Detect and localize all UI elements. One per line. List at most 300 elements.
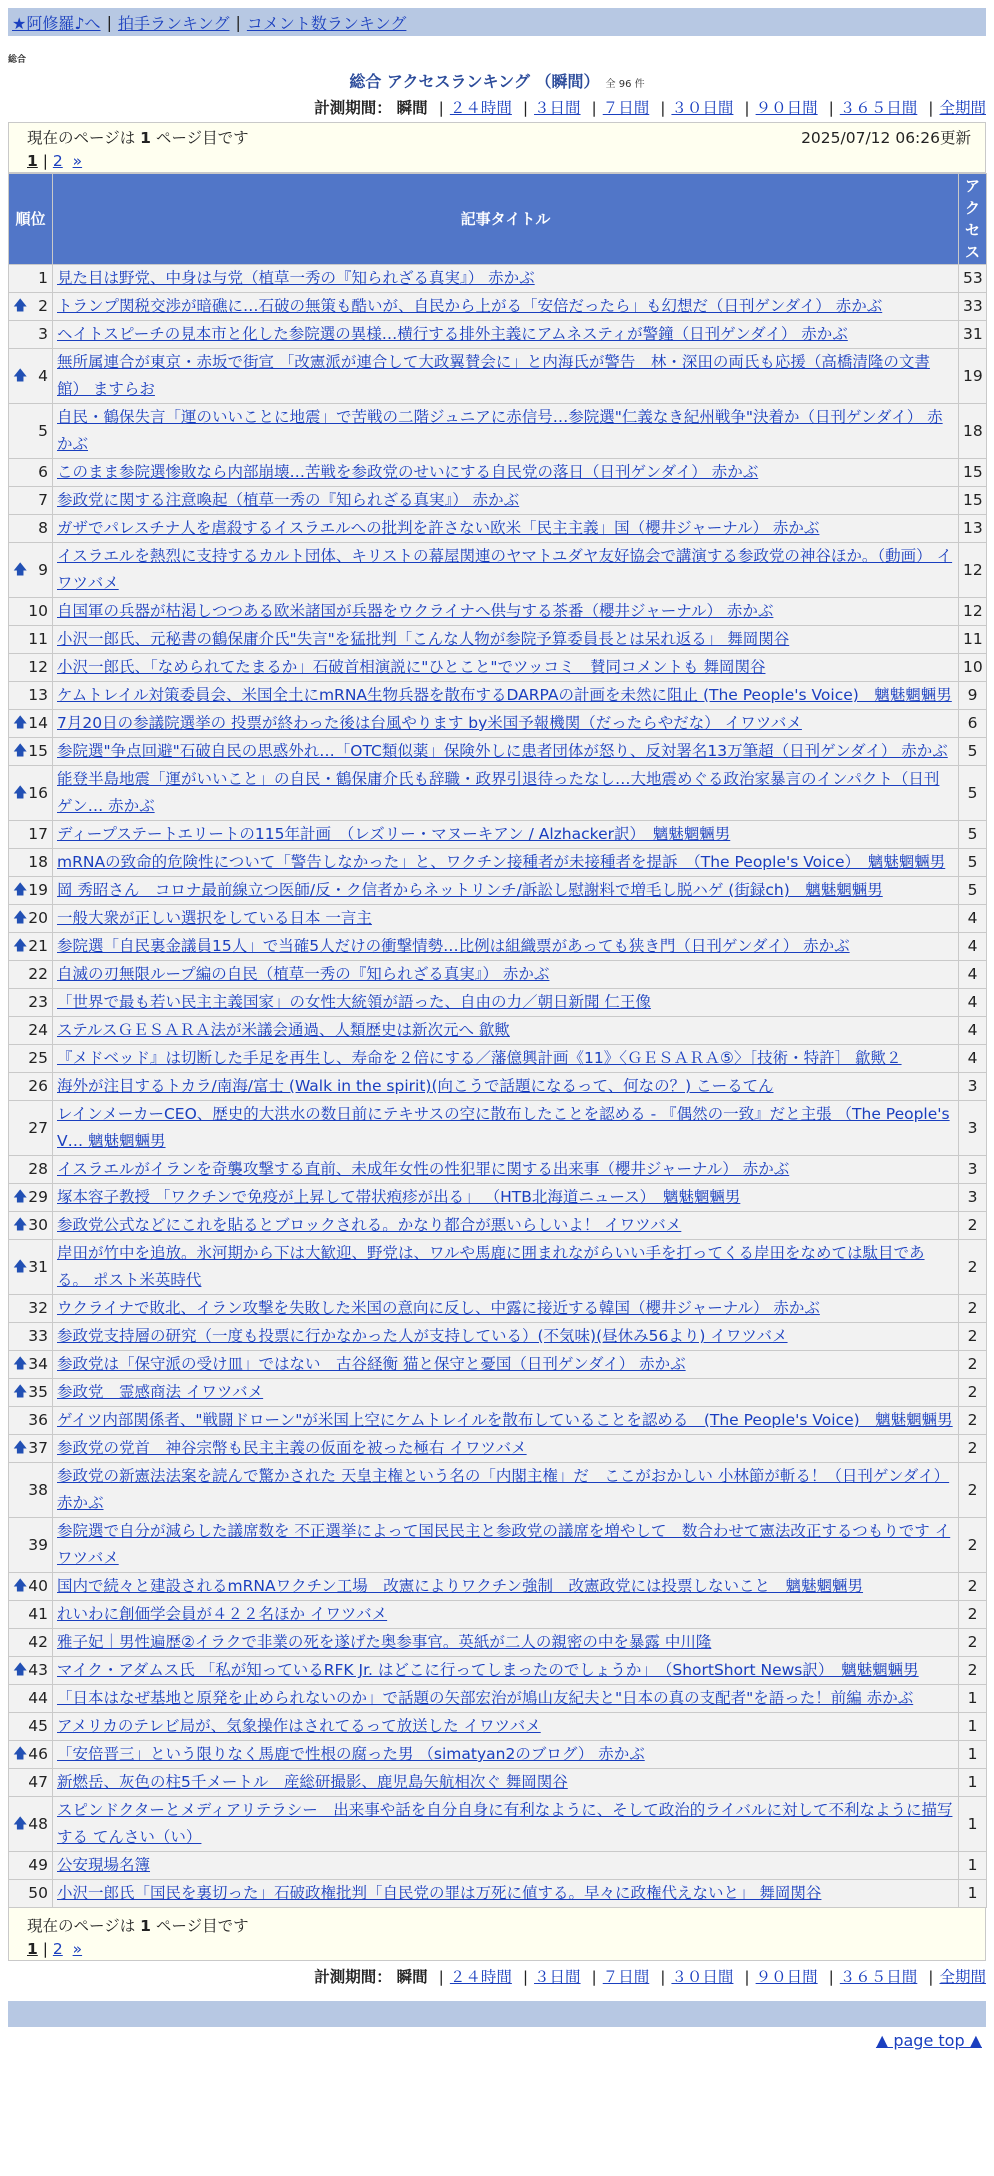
next-page-link[interactable]: » (72, 152, 83, 170)
rank-cell (9, 1685, 53, 1713)
access-count: 2 (959, 1657, 987, 1685)
rank-cell (9, 1463, 53, 1518)
article-link[interactable]: ゲイツ内部関係者、"戦闘ドローン"が米国上空にケムトレイルを散布していることを認める (The People's Voice) 魑魅魍魎男 (57, 1411, 953, 1429)
access-count: 2 (959, 1351, 987, 1379)
article-link[interactable]: 塚本容子教授 「ワクチンで免疫が上昇して帯状疱疹が出る」 （HTB北海道ニュース） 魑魅魍魎男 (57, 1188, 741, 1206)
table-row (9, 1184, 987, 1212)
access-count: 11 (959, 626, 987, 654)
rank-cell (9, 1601, 53, 1629)
access-count: 33 (959, 293, 987, 321)
rank-number: 31 (28, 1257, 48, 1276)
article-link[interactable]: 「日本はなぜ基地と原発を止められないのか」で話題の矢部宏治が鳩山友紀夫と"日本の真の支配者"を語った！前編 赤かぶ (57, 1689, 914, 1707)
rank-cell (9, 989, 53, 1017)
rank-cell (9, 293, 53, 321)
access-count: 2 (959, 1240, 987, 1295)
total-count: 全 96 件 (605, 79, 645, 90)
rank-up-arrow-icon: 🡅 (13, 298, 28, 314)
rank-number: 7 (38, 491, 48, 509)
title-cell (53, 543, 959, 598)
rank-cell (9, 961, 53, 989)
rank-up-arrow-icon: 🡅 (13, 910, 28, 926)
table-row (9, 1240, 987, 1295)
rank-cell (9, 404, 53, 459)
rank-number: 47 (28, 1773, 48, 1791)
access-count: 2 (959, 1295, 987, 1323)
article-link[interactable]: 参政党支持層の研究（一度も投票に行かなかった人が支持している）(不気味)(昼休み56より) イワツバメ (57, 1327, 788, 1345)
rank-up-arrow-icon: 🡅 (13, 1384, 28, 1400)
article-link[interactable]: このまま参院選惨敗なら内部崩壊…苦戦を参政党のせいにする自民党の落日（日刊ゲンダイ） 赤かぶ (57, 463, 759, 481)
rank-number: 46 (28, 1745, 48, 1763)
next-page-link-bottom[interactable]: » (72, 1940, 83, 1958)
title-cell (53, 766, 959, 821)
period-3d-bottom[interactable]: ３日間 (534, 1968, 581, 1986)
title-cell (53, 682, 959, 710)
access-count: 12 (959, 598, 987, 626)
period-selector-top: 計測期間： 瞬間 | ２４時間 | ３日間 | ７日間 | ３０日間 | ９０日間 | ３６５日間 | 全期間 (314, 99, 986, 117)
rank-number: 40 (28, 1577, 48, 1595)
access-count: 1 (959, 1685, 987, 1713)
table-row (9, 766, 987, 821)
table-row (9, 877, 987, 905)
title-cell (53, 877, 959, 905)
col-access-header: アクセス (959, 174, 987, 265)
rank-number: 50 (28, 1884, 48, 1902)
rank-number: 23 (28, 993, 48, 1011)
rank-number: 10 (28, 602, 48, 620)
table-row (9, 1797, 987, 1852)
article-link[interactable]: 一般大衆が正しい選択をしている日本 一言主 (57, 909, 372, 927)
article-link[interactable]: レインメーカーCEO、歴史的大洪水の数日前にテキサスの空に散布したことを認める - 『偶然の一致』だと主張 （The People's V… 魑魅魍魎男 (57, 1105, 950, 1150)
rank-number: 41 (28, 1605, 48, 1623)
article-link[interactable]: 小沢一郎氏、元秘書の鶴保庸介氏"失言"を猛批判「こんな人物が参院予算委員長とは呆れ返る」 舞岡関谷 (57, 630, 790, 648)
rank-up-arrow-icon: 🡅 (13, 743, 28, 759)
article-link[interactable]: マイク・アダムス氏 「私が知っているRFK Jr. はどこに行ってしまったのでしょうか」 （ShortShort News訳） 魑魅魍魎男 (57, 1661, 919, 1679)
article-link[interactable]: 雅子妃｜男性遍歴②イラクで非業の死を遂げた奥参事官。英紙が二人の親密の中を暴露 中川隆 (57, 1633, 712, 1651)
period-30d[interactable]: ３０日間 (671, 99, 734, 117)
rank-up-arrow-icon: 🡅 (13, 784, 28, 801)
rank-up-arrow-icon: 🡅 (13, 1578, 28, 1594)
rank-cell (9, 1156, 53, 1184)
page-2-link-bottom[interactable]: 2 (52, 1940, 63, 1958)
table-row (9, 293, 987, 321)
access-count: 5 (959, 766, 987, 821)
access-count: 3 (959, 1184, 987, 1212)
current-page-text-bottom: 現在のページは 1 ページ目です (27, 1917, 249, 1935)
table-row (9, 1323, 987, 1351)
period-365d-bottom[interactable]: ３６５日間 (839, 1968, 918, 1986)
ranking-rows (9, 265, 987, 1908)
title-cell (53, 349, 959, 404)
rank-number: 20 (28, 909, 48, 927)
rank-cell (9, 1045, 53, 1073)
table-row (9, 1045, 987, 1073)
rank-number: 42 (28, 1633, 48, 1651)
article-link[interactable]: れいわに創価学会員が４２２名ほか イワツバメ (57, 1605, 388, 1623)
article-link[interactable]: イスラエルがイランを奇襲攻撃する直前、未成年女性の性犯罪に関する出来事（櫻井ジャーナル） 赤かぶ (57, 1160, 790, 1178)
rank-cell (9, 1573, 53, 1601)
rank-cell (9, 598, 53, 626)
rank-number: 45 (28, 1717, 48, 1735)
access-count: 53 (959, 265, 987, 293)
rank-up-arrow-icon: 🡅 (13, 1356, 28, 1372)
rank-cell (9, 1351, 53, 1379)
rank-number: 36 (28, 1411, 48, 1429)
page-title (0, 69, 994, 92)
rank-number: 6 (38, 463, 48, 481)
table-row (9, 738, 987, 766)
current-page-text: 現在のページは 1 ページ目です (27, 129, 249, 147)
title-cell (53, 598, 959, 626)
title-cell (53, 487, 959, 515)
table-row (9, 1435, 987, 1463)
rank-cell (9, 1295, 53, 1323)
title-cell (53, 1045, 959, 1073)
article-link[interactable]: 参政党の党首 神谷宗幣も民主主義の仮面を被った極右 イワツバメ (57, 1439, 527, 1457)
title-cell (53, 1212, 959, 1240)
period-all-bottom[interactable]: 全期間 (939, 1968, 986, 1986)
article-link[interactable]: 新燃岳、灰色の柱5千メートル 産総研撮影、鹿児島矢航相次ぐ 舞岡関谷 (57, 1773, 568, 1791)
rank-cell (9, 543, 53, 598)
access-count: 1 (959, 1852, 987, 1880)
title-cell (53, 1184, 959, 1212)
pager-bottom: 現在のページは 1 ページ目です 1 | 2 » (8, 1908, 986, 1961)
access-count: 4 (959, 1045, 987, 1073)
article-link[interactable]: 参政党に関する注意喚起（植草一秀の『知られざる真実』） 赤かぶ (57, 491, 520, 509)
article-link[interactable]: ステルスＧＥＳＡＲＡ法が米議会通過、人類歴史は新次元へ 歙歟 (57, 1021, 510, 1039)
article-link[interactable]: 「世界で最も若い民主主義国家」の女性大統領が語った、自由の力／朝日新聞 仁王像 (57, 993, 651, 1011)
access-count: 18 (959, 404, 987, 459)
title-cell (53, 1769, 959, 1797)
period-90d[interactable]: ９０日間 (755, 99, 818, 117)
access-count: 2 (959, 1379, 987, 1407)
article-link[interactable]: ヘイトスピーチの見本市と化した参院選の異様…横行する排外主義にアムネスティが警鐘（日刊ゲンダイ） 赤かぶ (57, 325, 848, 343)
article-link[interactable]: 国内で続々と建設されるmRNAワクチン工場 改憲によりワクチン強制 改憲政党には投票しないこと 魑魅魍魎男 (57, 1577, 864, 1595)
table-row (9, 1101, 987, 1156)
access-count: 15 (959, 487, 987, 515)
rank-number: 30 (28, 1216, 48, 1234)
rank-number: 35 (28, 1383, 48, 1401)
title-cell (53, 1685, 959, 1713)
article-link[interactable]: イスラエルを熱烈に支持するカルト団体、キリストの幕屋関連のヤマトユダヤ友好協会で講演する参政党の神谷ほか。（動画） イワツバメ (57, 547, 953, 592)
article-link[interactable]: 参政党公式などにこれを貼るとブロックされる。かなり都合が悪いらしいよ！ イワツバメ (57, 1216, 682, 1234)
title-cell (53, 1797, 959, 1852)
article-link[interactable]: 参政党の新憲法法案を読んで驚かされた 天皇主権という名の「内閣主権」だ ここがおかしい 小林節が斬る！（日刊ゲンダイ） 赤かぶ (57, 1467, 950, 1512)
rank-up-arrow-icon: 🡅 (13, 1217, 28, 1233)
table-row (9, 1156, 987, 1184)
title-cell (53, 1713, 959, 1741)
page-top-link[interactable]: ▲ page top ▲ (875, 2031, 982, 2050)
title-cell (53, 293, 959, 321)
access-count: 10 (959, 654, 987, 682)
period-label: 計測期間： (314, 99, 392, 117)
article-link[interactable]: 岸田が竹中を追放。氷河期から下は大歓迎、野党は、ワルや馬鹿に囲まれながらいい手を打ってくる岸田をなめては駄目である。 ポスト米英時代 (57, 1244, 925, 1289)
table-row (9, 626, 987, 654)
title-cell (53, 1463, 959, 1518)
bottom-bar (8, 2001, 986, 2027)
home-link[interactable]: ★阿修羅♪へ (12, 13, 101, 33)
access-count: 5 (959, 738, 987, 766)
period-3d[interactable]: ３日間 (534, 99, 581, 117)
rank-cell (9, 1629, 53, 1657)
article-link[interactable]: 7月20日の参議院選挙の 投票が終わった後は台風やります by米国予報機関（だったらやだな） イワツバメ (57, 714, 802, 732)
table-row (9, 1573, 987, 1601)
page-1-current-bottom: 1 (27, 1940, 38, 1958)
table-row (9, 1852, 987, 1880)
rank-up-arrow-icon: 🡅 (13, 938, 28, 954)
article-link[interactable]: ガザでパレスチナ人を虐殺するイスラエルへの批判を許さない欧米「民主主義」国（櫻井ジャーナル） 赤かぶ (57, 519, 820, 537)
article-link[interactable]: 『メドベッド』は切断した手足を再生し、寿命を２倍にする／藩億興計画《11》〈ＧＥＳＡＲＡ⑤〉［技術・特許］ 歙歟２ (57, 1049, 902, 1067)
table-row (9, 849, 987, 877)
rank-number: 34 (28, 1355, 48, 1373)
table-row (9, 1713, 987, 1741)
access-count: 15 (959, 459, 987, 487)
rank-number: 25 (28, 1049, 48, 1067)
access-count: 1 (959, 1769, 987, 1797)
rank-cell (9, 1407, 53, 1435)
title-cell (53, 1407, 959, 1435)
rank-number: 32 (28, 1299, 48, 1317)
access-count: 1 (959, 1880, 987, 1908)
article-link[interactable]: 参院選で自分が減らした議席数を 不正選挙によって国民民主と参政党の議席を増やして 数合わせて憲法改正するつもりです イワツバメ (57, 1522, 951, 1567)
title-cell (53, 1073, 959, 1101)
period-24h-bottom[interactable]: ２４時間 (449, 1968, 512, 1986)
article-link[interactable]: 自滅の刃無限ループ編の自民（植草一秀の『知られざる真実』） 赤かぶ (57, 965, 550, 983)
rank-cell (9, 821, 53, 849)
title-cell (53, 933, 959, 961)
title-cell (53, 738, 959, 766)
rank-cell (9, 654, 53, 682)
table-row (9, 1518, 987, 1573)
access-count: 4 (959, 989, 987, 1017)
rank-number: 24 (28, 1021, 48, 1039)
rank-cell (9, 1240, 53, 1295)
table-row (9, 459, 987, 487)
access-count: 1 (959, 1797, 987, 1852)
rank-number: 22 (28, 965, 48, 983)
article-link[interactable]: 見た目は野党、中身は与党（植草一秀の『知られざる真実』） 赤かぶ (57, 269, 535, 287)
article-link[interactable]: 小沢一郎氏、「なめられてたまるか」石破首相演説に"ひとこと"でツッコミ 賛同コメントも 舞岡関谷 (57, 658, 766, 676)
period-7d[interactable]: ７日間 (602, 99, 650, 117)
title-cell (53, 1601, 959, 1629)
rank-number: 48 (28, 1814, 48, 1833)
rank-number: 1 (38, 269, 48, 287)
rank-up-arrow-icon: 🡅 (13, 561, 28, 578)
rank-number: 39 (28, 1535, 48, 1554)
rank-number: 4 (38, 366, 48, 385)
period-24h[interactable]: ２４時間 (449, 99, 512, 117)
period-current: 瞬間 (396, 99, 428, 117)
nav-separator: | (106, 12, 112, 32)
rank-number: 14 (28, 714, 48, 732)
title-cell (53, 321, 959, 349)
access-count: 2 (959, 1407, 987, 1435)
page-title-text: 総合 アクセスランキング （瞬間） (349, 72, 600, 91)
rank-number: 33 (28, 1327, 48, 1345)
article-link[interactable]: ウクライナで敗北、イラン攻撃を失敗した米国の意向に反し、中露に接近する韓国（櫻井ジャーナル） 赤かぶ (57, 1299, 820, 1317)
table-row (9, 1295, 987, 1323)
access-count: 2 (959, 1463, 987, 1518)
article-link[interactable]: ケムトレイル対策委員会、米国全土にmRNA生物兵器を散布するDARPAの計画を未然に阻止 (The People's Voice) 魑魅魍魎男 (57, 686, 952, 704)
rank-cell (9, 766, 53, 821)
rank-number: 3 (38, 325, 48, 343)
table-row (9, 1601, 987, 1629)
table-row (9, 1741, 987, 1769)
rank-cell (9, 905, 53, 933)
title-cell (53, 265, 959, 293)
access-count: 4 (959, 933, 987, 961)
table-row (9, 1463, 987, 1518)
title-cell (53, 1741, 959, 1769)
title-cell (53, 626, 959, 654)
rank-up-arrow-icon: 🡅 (13, 1815, 28, 1832)
article-link[interactable]: 参院選"争点回避"石破自民の思惑外れ…「OTC類似薬」保険外しに患者団体が怒り、反対署名13万筆超（日刊ゲンダイ） 赤かぶ (57, 742, 948, 760)
title-cell (53, 961, 959, 989)
table-row (9, 1407, 987, 1435)
title-cell (53, 1880, 959, 1908)
article-link[interactable]: 「安倍晋三」という限りなく馬鹿で性根の腐った男 （simatyan2のブログ） 赤かぶ (57, 1745, 645, 1763)
table-row (9, 265, 987, 293)
access-count: 5 (959, 877, 987, 905)
claps-ranking-link[interactable]: 拍手ランキング (117, 13, 230, 33)
article-link[interactable]: 公安現場名簿 (57, 1856, 151, 1874)
article-link[interactable]: 海外が注目するトカラ/南海/富士 (Walk in the spirit)(向こうで話題になるって、何なの？) こーるてん (57, 1077, 774, 1095)
title-cell (53, 1017, 959, 1045)
article-link[interactable]: アメリカのテレビ局が、気象操作はされてるって放送した イワツバメ (57, 1717, 541, 1735)
article-link[interactable]: 岡 秀昭さん コロナ最前線立つ医師/反・ク信者からネットリンチ/訴訟し慰謝料で増毛し脱ハゲ (街録ch) 魑魅魍魎男 (57, 881, 883, 899)
article-link[interactable]: 無所属連合が東京・赤坂で街宣 「改憲派が連合して大政翼賛会に」と内海氏が警告 林・深田の両氏も応援（高橋清隆の文書館） ますらお (57, 353, 930, 398)
period-7d-bottom[interactable]: ７日間 (602, 1968, 650, 1986)
article-link[interactable]: 小沢一郎氏「国民を裏切った」石破政権批判「自民党の罪は万死に値する。早々に政権代えないと」 舞岡関谷 (57, 1884, 822, 1902)
rank-number: 37 (28, 1439, 48, 1457)
nav-separator: | (235, 12, 241, 32)
period-selector-bottom: 計測期間： 瞬間 | ２４時間 | ３日間 | ７日間 | ３０日間 | ９０日間 | ３６５日間 | 全期間 (314, 1968, 986, 1986)
access-count: 3 (959, 1073, 987, 1101)
rank-cell (9, 321, 53, 349)
title-cell (53, 849, 959, 877)
access-count: 1 (959, 1741, 987, 1769)
access-count: 2 (959, 1435, 987, 1463)
rank-cell (9, 1769, 53, 1797)
article-link[interactable]: mRNAの致命的危険性について「警告しなかった」と、ワクチン接種者が未接種者を提訴 （The People's Voice） 魑魅魍魎男 (57, 853, 946, 871)
access-count: 4 (959, 1017, 987, 1045)
access-count: 4 (959, 961, 987, 989)
article-link[interactable]: 能登半島地震「運がいいこと」の自民・鶴保庸介氏も辞職・政界引退待ったなし…大地震めぐる政治家暴言のインパクト（日刊ゲン… 赤かぶ (57, 770, 940, 815)
article-link[interactable]: 参院選「自民裏金議員15人」で当確5人だけの衝撃情勢…比例は組織票があっても狭き門（日刊ゲンダイ） 赤かぶ (57, 937, 850, 955)
article-link[interactable]: 参政党 霊感商法 イワツバメ (57, 1383, 264, 1401)
period-30d-bottom[interactable]: ３０日間 (671, 1968, 734, 1986)
rank-number: 21 (28, 937, 48, 955)
rank-cell (9, 682, 53, 710)
article-link[interactable]: スピンドクターとメディアリテラシー 出来事や話を自分自身に有利なように、そして政治的ライバルに対して不利なように描写する てんさい（い） (57, 1801, 953, 1846)
title-cell (53, 1435, 959, 1463)
rank-cell (9, 877, 53, 905)
table-row (9, 543, 987, 598)
access-count: 12 (959, 543, 987, 598)
period-365d[interactable]: ３６５日間 (839, 99, 918, 117)
rank-cell (9, 1184, 53, 1212)
rank-number: 2 (38, 297, 48, 315)
article-link[interactable]: トランプ関税交渉が暗礁に…石破の無策も酷いが、自民から上がる「安倍だったら」も幻想だ（日刊ゲンダイ） 赤かぶ (57, 297, 883, 315)
rank-cell (9, 1017, 53, 1045)
rank-cell (9, 1379, 53, 1407)
rank-number: 5 (38, 421, 48, 440)
table-row (9, 821, 987, 849)
article-link[interactable]: 自国軍の兵器が枯渇しつつある欧米諸国が兵器をウクライナへ供与する茶番（櫻井ジャーナル） 赤かぶ (57, 602, 774, 620)
access-count: 6 (959, 710, 987, 738)
title-cell (53, 1852, 959, 1880)
access-count: 5 (959, 821, 987, 849)
rank-number: 9 (38, 560, 48, 579)
table-row (9, 654, 987, 682)
rank-cell (9, 1435, 53, 1463)
rank-cell (9, 349, 53, 404)
title-cell (53, 1323, 959, 1351)
access-count: 19 (959, 349, 987, 404)
rank-cell (9, 1852, 53, 1880)
rank-cell (9, 1212, 53, 1240)
title-cell (53, 654, 959, 682)
rank-up-arrow-icon: 🡅 (13, 1258, 28, 1275)
title-cell (53, 1657, 959, 1685)
period-all[interactable]: 全期間 (939, 99, 986, 117)
table-row (9, 1769, 987, 1797)
rank-cell (9, 849, 53, 877)
page-2-link[interactable]: 2 (52, 152, 63, 170)
table-row (9, 321, 987, 349)
title-cell (53, 1379, 959, 1407)
access-count: 31 (959, 321, 987, 349)
table-row (9, 710, 987, 738)
rank-cell (9, 933, 53, 961)
rank-number: 12 (28, 658, 48, 676)
table-row (9, 1017, 987, 1045)
access-count: 1 (959, 1713, 987, 1741)
rank-cell (9, 1797, 53, 1852)
pager-top: 現在のページは 1 ページ目です 2025/07/12 06:26更新 1 | 2 » (8, 122, 986, 173)
table-row (9, 1880, 987, 1908)
rank-cell (9, 515, 53, 543)
access-count: 2 (959, 1212, 987, 1240)
rank-up-arrow-icon: 🡅 (13, 367, 28, 384)
col-title-header: 記事タイトル (53, 174, 959, 265)
rank-cell (9, 1741, 53, 1769)
access-count: 9 (959, 682, 987, 710)
rank-number: 26 (28, 1077, 48, 1095)
rank-number: 16 (28, 783, 48, 802)
rank-cell (9, 1073, 53, 1101)
rank-cell (9, 1713, 53, 1741)
table-row (9, 905, 987, 933)
rank-cell (9, 626, 53, 654)
rank-cell (9, 1323, 53, 1351)
table-row (9, 933, 987, 961)
rank-number: 49 (28, 1856, 48, 1874)
rank-up-arrow-icon: 🡅 (13, 715, 28, 731)
rank-cell (9, 1657, 53, 1685)
table-row (9, 1379, 987, 1407)
article-link[interactable]: 参政党は「保守派の受け皿」ではない 古谷経衡 猫と保守と憂国（日刊ゲンダイ） 赤かぶ (57, 1355, 686, 1373)
rank-number: 13 (28, 686, 48, 704)
article-link[interactable]: 自民・鶴保失言「運のいいことに地震」で苦戦の二階ジュニアに赤信号…参院選"仁義なき紀州戦争"決着か（日刊ゲンダイ） 赤かぶ (57, 408, 943, 453)
comments-ranking-link[interactable]: コメント数ランキング (246, 13, 407, 33)
table-row (9, 1685, 987, 1713)
rank-number: 43 (28, 1661, 48, 1679)
table-row (9, 487, 987, 515)
title-cell (53, 821, 959, 849)
article-link[interactable]: ディープステートエリートの115年計画 （レズリー・マヌーキアン / Alzhacker訳） 魑魅魍魎男 (57, 825, 731, 843)
title-cell (53, 905, 959, 933)
period-90d-bottom[interactable]: ９０日間 (755, 1968, 818, 1986)
